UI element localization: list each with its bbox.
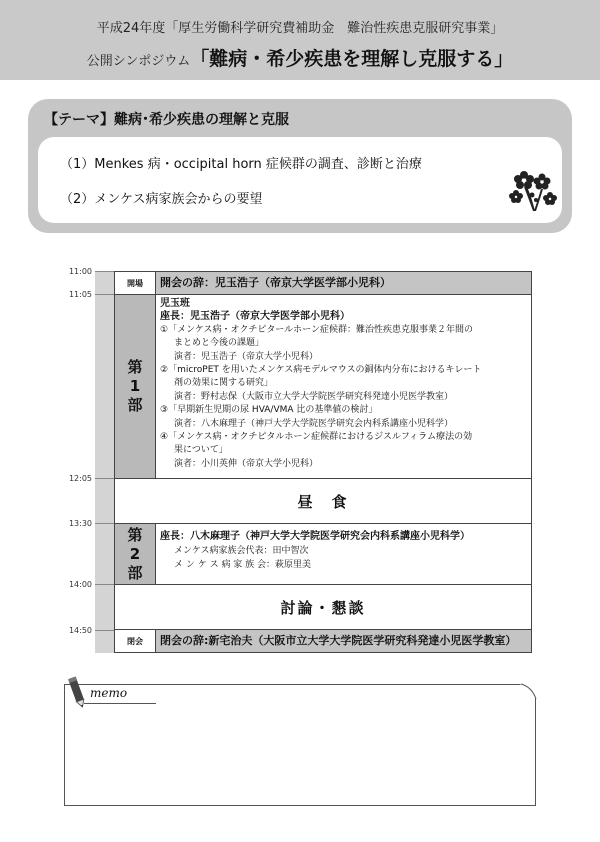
schedule-row-part1	[115, 295, 531, 479]
part-char: 部	[127, 396, 143, 414]
main-title: 「難病・希少疾患を理解し克服する」	[190, 48, 514, 70]
time-tick	[95, 584, 114, 585]
schedule-row-lunch	[115, 479, 531, 524]
part-number: 1	[129, 377, 141, 395]
part-char: 部	[127, 563, 143, 582]
grant-line: 平成24年度「厚生労働科学研究費補助金 難治性疾患克服研究事業」	[96, 21, 504, 36]
time-label: 14:00	[68, 580, 92, 589]
time-tick	[95, 271, 114, 272]
speaker-line: 演者：野村志保（大阪市立大学大学院医学研究科発達小児医学教室）	[174, 391, 454, 402]
part2-label	[115, 524, 156, 584]
schedule-row-part2	[115, 524, 531, 585]
schedule-row-closing	[115, 630, 531, 652]
memo-title: memo	[90, 686, 128, 700]
speaker-line: 演者：八木麻理子（神戸大学大学院医学研究会内科系講座小児科学）	[174, 418, 454, 429]
part-number: 2	[129, 544, 141, 563]
flower-icon	[508, 167, 558, 213]
theme-list	[38, 137, 562, 223]
talk-title: ④「メンケス病・オクチピタルホーン症候群におけるジスルフィラム療法の効	[160, 432, 473, 443]
time-label: 14:50	[68, 626, 92, 635]
memo-underline	[84, 703, 156, 704]
time-rail	[95, 271, 114, 653]
talk-title-cont: 剤の効果に関する研究」	[174, 378, 274, 389]
time-tick	[95, 478, 114, 479]
row-content	[156, 630, 531, 652]
schedule-row-opening	[115, 272, 531, 295]
discussion-label: 討論・懇談	[280, 598, 366, 617]
time-label: 11:05	[68, 290, 92, 299]
time-label: 13:30	[68, 519, 92, 528]
lunch-label: 昼 食	[297, 492, 349, 511]
theme-item: （1）Menkes 病・occipital horn 症候群の調査、診断と治療	[60, 157, 422, 172]
row-label: 開場	[115, 272, 156, 294]
talk-title-cont: 果について」	[174, 445, 228, 456]
part2-content	[156, 524, 531, 584]
time-tick	[95, 294, 114, 295]
part1-label	[115, 295, 156, 478]
theme-item: （2）メンケス病家族会からの要望	[60, 192, 263, 207]
talk-title: ②「microPET を用いたメンケス病モデルマウスの銅体内分布におけるキレート	[160, 365, 482, 376]
time-tick	[95, 523, 114, 524]
symposium-prefix: 公開シンポジウム	[86, 54, 191, 69]
group-name: 児玉班	[160, 298, 190, 309]
page-curl-icon	[520, 683, 537, 700]
time-tick	[95, 630, 114, 631]
theme-box	[28, 99, 572, 233]
family-rep-line: メンケス病家族会代表：田中智次	[174, 546, 309, 556]
speaker-line: 演者：小川英伸（帝京大学小児科）	[174, 458, 319, 469]
theme-label: 【テーマ】難病･希少疾患の理解と克服	[44, 112, 289, 128]
chair-line: 座長：八木麻理子（神戸大学大学院医学研究会内科系講座小児科学）	[160, 531, 470, 542]
header-band	[0, 0, 600, 80]
row-label: 閉会	[115, 630, 156, 652]
row-content	[156, 272, 531, 294]
speaker-line: 演者：児玉浩子（帝京大学小児科）	[174, 351, 319, 362]
time-label: 11:00	[68, 267, 92, 276]
chair-line: 座長：児玉浩子（帝京大学医学部小児科）	[160, 311, 350, 323]
symposium-title	[0, 44, 600, 71]
talk-title: ①「メンケス病・オクチピタールホーン症候群：難治性疾患克服事業２年間の	[160, 324, 473, 335]
schedule-table	[114, 271, 532, 653]
part1-content	[156, 295, 531, 478]
part-char: 第	[127, 358, 143, 376]
opening-text: 開会の辞：児玉浩子（帝京大学医学部小児科）	[160, 276, 391, 289]
talk-title: ③「早期新生児期の尿 HVA/VMA 比の基準値の検討」	[160, 405, 378, 416]
family-member-line: メ ン ケ ス 病 家 族 会：萩原里美	[174, 560, 312, 570]
talk-title-cont: まとめと今後の課題」	[174, 338, 265, 349]
time-label: 12:05	[68, 474, 92, 483]
part-char: 第	[127, 525, 143, 544]
schedule-row-discussion	[115, 585, 531, 630]
closing-text: 閉会の辞:新宅治夫（大阪市立大学大学院医学研究科発達小児医学教室）	[160, 634, 517, 647]
